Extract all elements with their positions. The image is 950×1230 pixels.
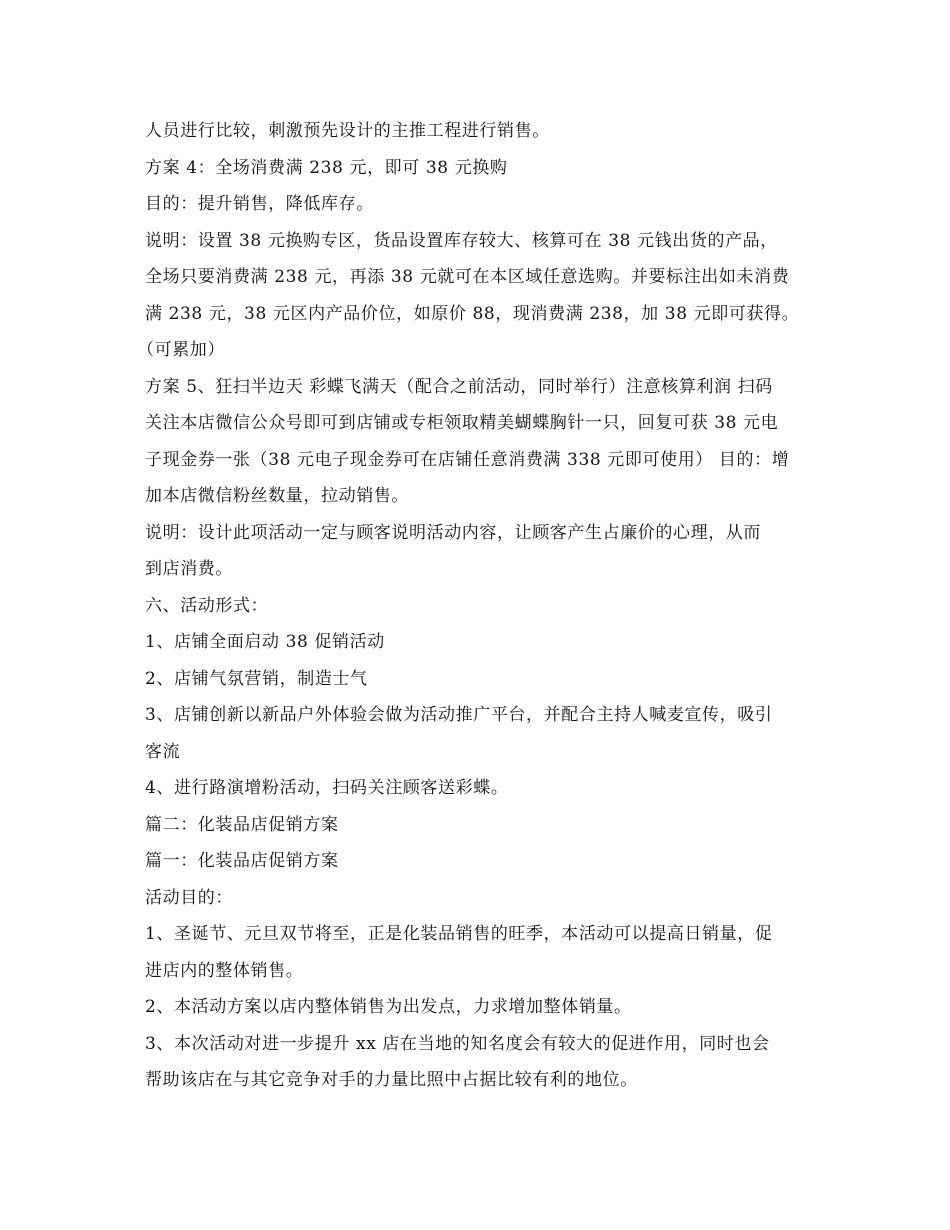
text-line: 方案 4：全场消费满 238 元，即可 38 元换购 xyxy=(145,157,508,178)
text-line: 关注本店微信公众号即可到店铺或专柜领取精美蝴蝶胸针一只，回复可获 38 元电 xyxy=(145,413,779,433)
text-line: 全场只要消费满 238 元，再添 38 元就可在本区域任意选购。并要标注出如未消费 xyxy=(145,267,790,287)
text-line: 说明：设计此项活动一定与顾客说明活动内容，让顾客产生占廉价的心理，从而 xyxy=(145,522,761,543)
list-item: 2、店铺气氛营销，制造士气 xyxy=(145,668,368,689)
document-body xyxy=(137,113,810,1099)
text-line: 目的：提升销售，降低库存。 xyxy=(145,194,374,214)
section-heading: 篇一：化装品店促销方案 xyxy=(145,851,339,871)
section-heading: 篇二：化装品店促销方案 xyxy=(145,814,339,835)
text-line: 说明：设置 38 元换购专区，货品设置库存较大、核算可在 38 元钱出货的产品， xyxy=(145,230,778,251)
section-heading: 六、活动形式： xyxy=(145,595,269,616)
list-item: 1、店铺全面启动 38 促销活动 xyxy=(145,632,385,652)
text-line: （可累加） xyxy=(137,340,225,360)
list-item: 2、本活动方案以店内整体销售为出发点，力求增加整体销量。 xyxy=(145,997,632,1017)
list-item: 3、店铺创新以新品户外体验会做为活动推广平台，并配合主持人喊麦宣传，吸引 xyxy=(145,705,773,725)
text-line: 子现金券一张（38 元电子现金券可在店铺任意消费满 338 元即可使用） 目的：增 xyxy=(145,449,790,470)
list-item: 3、本次活动对进一步提升 xx 店在当地的知名度会有较大的促进作用，同时也会 xyxy=(145,1033,770,1054)
text-line: 加本店微信粉丝数量，拉动销售。 xyxy=(145,486,409,506)
list-item: 1、圣诞节、元旦双节将至，正是化装品销售的旺季，本活动可以提高日销量，促 xyxy=(145,924,773,944)
list-item: 4、进行路演增粉活动，扫码关注顾客送彩蝶。 xyxy=(145,778,509,798)
text-line: 方案 5、狂扫半边天 彩蝶飞满天（配合之前活动，同时举行）注意核算利润 扫码 xyxy=(145,376,773,397)
text-line: 帮助该店在与其它竞争对手的力量比照中占据比较有利的地位。 xyxy=(145,1070,638,1090)
text-line: 到店消费。 xyxy=(145,559,233,579)
text-line: 客流 xyxy=(145,741,181,762)
text-line: 进店内的整体销售。 xyxy=(145,960,304,981)
text-line: 满 238 元，38 元区内产品价位，如原价 88，现消费满 238，加 38 元即可获得。 xyxy=(145,303,800,324)
text-line: 人员进行比较，刺激预先设计的主推工程进行销售。 xyxy=(145,121,550,141)
section-heading: 活动目的： xyxy=(145,887,233,908)
